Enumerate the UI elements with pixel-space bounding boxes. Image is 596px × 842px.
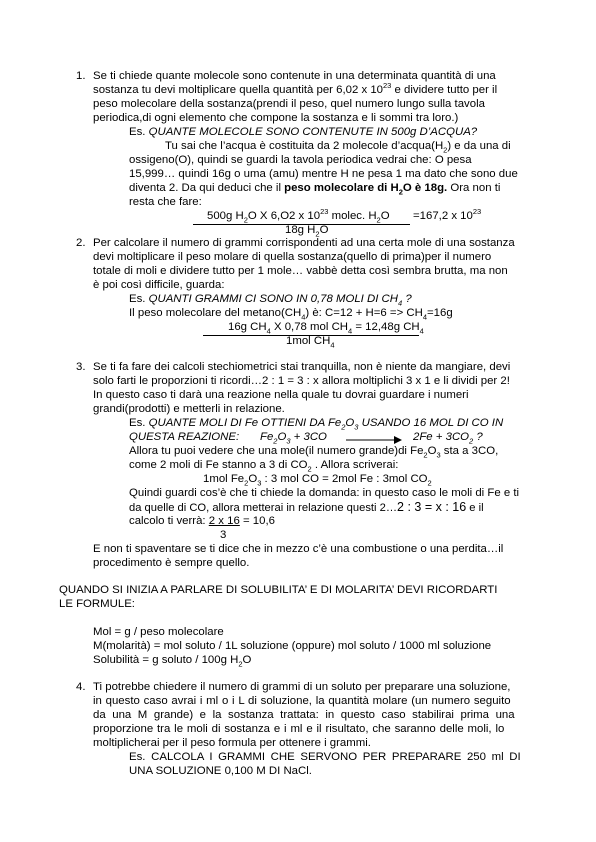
text-line: peso molecolare della sostanza(prendi il peso, quel numero lungo sulla tavola (93, 98, 485, 110)
text-line: devi moltiplicare il peso molare di quella sostanza(quello di prima)per il numero (93, 251, 492, 263)
reaction-reactants: $Fe_2O_3 + 3CO$ (260, 431, 327, 446)
text-line: Se ti fa fare dei calcoli stechiometrici stai tranquilla, non è niente da mangiare, devi (93, 361, 511, 373)
text-line: Se ti chiede quante molecole sono contenute in una determinata quantità di una (93, 70, 496, 82)
example-question-cont: UNA SOLUZIONE 0,100 M DI NaCl. (129, 765, 312, 777)
text-line: E non ti spaventare se ti dice che in mezzo c’è una combustione o una perdita…il (93, 543, 504, 555)
text-line: da quelle di CO, allora metterai in relazione questi 2…2 : 3 = x : 16 e il (129, 500, 484, 514)
text-line: periodica,di ogni elemento che compone la sostanza e li sommi tra loro.) (93, 112, 459, 124)
item-number: 2. (76, 237, 86, 249)
text-line: Il peso molecolare del $metano(CH_4)$ è: $C=12 + H=6 => CH_4=16g$ (129, 307, 453, 322)
text-line: In questo caso ti darà una reazione nella quale tu dovrai guardare i numeri (93, 389, 469, 401)
reaction-products: $2Fe + 3CO_2$ ? (413, 431, 483, 446)
text-line: come 2 moli di Fe stanno a 3 di $CO_2$ . Allora scriverai: (129, 459, 399, 474)
text-line: calcolo ti verrà: 2 x 16 = 10,6 (129, 515, 275, 527)
section-heading: QUANDO SI INIZIA A PARLARE DI SOLUBILITA’ E DI MOLARITA’ DEVI RICORDARTI (59, 584, 498, 596)
text-line: Allora tu puoi vedere che una mole(il numero grande)di $Fe_2O_3$ sta a 3CO, (129, 445, 499, 460)
section-heading-cont: LE FORMULE: (59, 598, 135, 610)
text-line: è poi così difficile, guarda: (93, 279, 225, 291)
example-question: Es. CALCOLA I GRAMMI CHE SERVONO PER PREPARARE 250 ml DI (129, 751, 521, 763)
text-line: Ti potrebbe chiedere il numero di grammi di un soluto per preparare una soluzione, (93, 681, 511, 693)
item-number: 4. (76, 681, 86, 693)
text-line: solo farti le proporzioni ti ricordi…2 : 1 = 3 : x allora moltiplichi 3 x 1 e li dividi per 2! (93, 375, 510, 387)
formula-solubility: Solubilità = g soluto / 100g $H_2O$ (93, 654, 252, 669)
text-line: grandi(prodotti) e metterli in relazione. (93, 403, 285, 415)
formula-denominator: 18g $H_2O$ (285, 224, 329, 239)
text-line: totale di moli e dividere tutto per 1 mole… vabbè detta così sembra brutta, ma non (93, 265, 508, 277)
formula-numerator: 16g $CH_4$ X 0,78 mol $CH_4 = 12,48g$ $CH_4$ (228, 321, 424, 336)
text-line: procedimento è sempre quello. (93, 557, 250, 569)
text-line: da una M grande) e la sostanza trattata: in questo caso stabilirai prima una (93, 709, 515, 721)
formula-result: =167,2 x $10^{23}$ (413, 207, 482, 222)
text-line: 15,999… quindi 16g o uma (amu) mentre H ne pesa 1 ma dato che sono due (129, 168, 518, 180)
text-line: Quindi guardi cos’è che ti chiede la domanda: in questo caso le moli di Fe e ti (129, 487, 520, 499)
item-number: 3. (76, 361, 86, 373)
text-line: in questo caso avrai i ml o i L di soluzione, la quantità molare (un numero seguito (93, 695, 511, 707)
text-line: sostanza tu devi moltiplicare quella quantità per 6,02 x $10^{23}$ e dividere tutto per il (93, 81, 498, 96)
proportion-line: 1mol $Fe_2O_3$ : 3 mol CO = 2mol Fe : 3mol $CO_2$ (203, 473, 432, 488)
formula-denominator: 1mol $CH_4$ (286, 335, 335, 350)
text-line: Per calcolare il numero di grammi corrispondenti ad una certa mole di una sostanza (93, 237, 515, 249)
example-question: Es. QUANTE MOLECOLE SONO CONTENUTE IN 500g D’ACQUA? (129, 126, 478, 138)
text-line: moltiplicherai per il peso formula per ottenere i grammi. (93, 737, 371, 749)
formula-molarity: M(molarità) = mol soluto / 1L soluzione (oppure) mol soluto / 1000 ml soluzione (93, 640, 492, 652)
formula-numerator: 500g $H_2O$ X 6,O2 x $10^{23}$ molec. $H_2O$ (207, 207, 390, 225)
example-question: Es. QUANTE MOLI DI Fe OTTIENI DA $Fe_2O_3$ USANDO 16 MOL DI CO IN (129, 417, 504, 432)
item-number: 1. (76, 70, 86, 82)
text-line: proporzione tra le moli di sostanza e i ml e il risultato, che saranno delle moli, lo (93, 723, 505, 735)
text-line: resta che fare: (129, 196, 202, 208)
text-line: ossigeno(O), quindi se guardi la tavola periodica vedrai che: O pesa (129, 154, 472, 166)
text-line: Tu sai che l’acqua è costituita da 2 molecole $d’acqua(H_2)$ e da una di (165, 140, 511, 155)
example-question: Es. QUANTI GRAMMI CI SONO IN 0,78 MOLI DI $CH_4$ ? (129, 293, 412, 308)
example-question-cont: QUESTA REAZIONE: (129, 431, 240, 443)
formula-mol: Mol = g / peso molecolare (93, 626, 224, 638)
fraction-denominator: 3 (220, 529, 227, 541)
text-line: diventa 2. Da qui deduci che il peso molecolare di $H_2O$ è 18g. Ora non ti (129, 182, 501, 197)
